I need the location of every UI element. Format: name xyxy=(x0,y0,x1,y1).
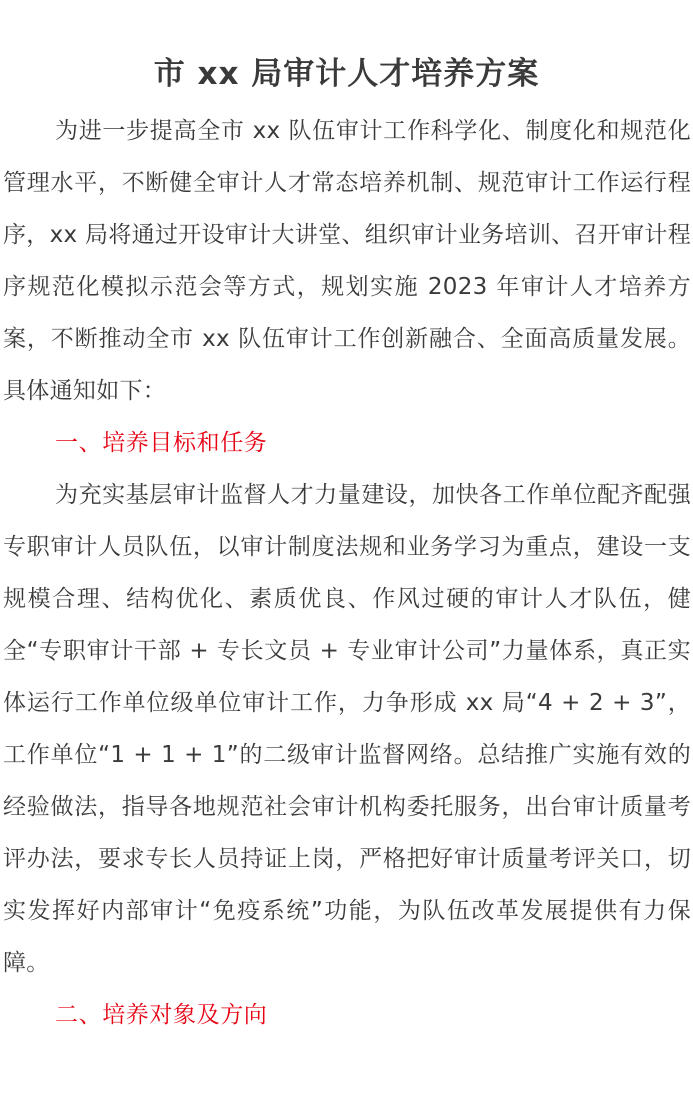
title-bold-placeholder: xx xyxy=(197,55,240,92)
title-prefix: 市 xyxy=(153,55,198,92)
document-title xyxy=(0,49,693,99)
section-heading-2: 二、培养对象及方向 xyxy=(55,1002,268,1028)
title-suffix: 局审计人才培养方案 xyxy=(239,55,540,92)
intro-paragraph: 为进一步提高全市 xx 队伍审计工作科学化、制度化和规范化管理水平，不断健全审计人才常态培养机制、规范审计工作运行程序，xx 局将通过开设审计大讲堂、组织审计业务培训、召开审计程序规范化模拟示范会等方式，规划实施 2023 年审计人才培养方案，不断推动全市 xx 队伍审计工作创新融合、全面高质量发展。具体通知如下： xyxy=(3,118,691,404)
goals-paragraph: 为充实基层审计监督人才力量建设，加快各工作单位配齐配强专职审计人员队伍，以审计制度法规和业务学习为重点，建设一支规模合理、结构优化、素质优良、作风过硬的审计人才队伍，健全“专职审计干部 + 专长文员 + 专业审计公司”力量体系，真正实体运行工作单位级单位审计工作，力争形成 xx 局“4 + 2 + 3”，工作单位“1 + 1 + 1”的二级审计监督网络。总结推广实施有效的经验做法，指导各地规范社会审计机构委托服务，出台审计质量考评办法，要求专长人员持证上岗，严格把好审计质量考评关口，切实发挥好内部审计“免疫系统”功能，为队伍改革发展提供有力保障。 xyxy=(3,482,691,976)
section-heading-1: 一、培养目标和任务 xyxy=(55,430,268,456)
